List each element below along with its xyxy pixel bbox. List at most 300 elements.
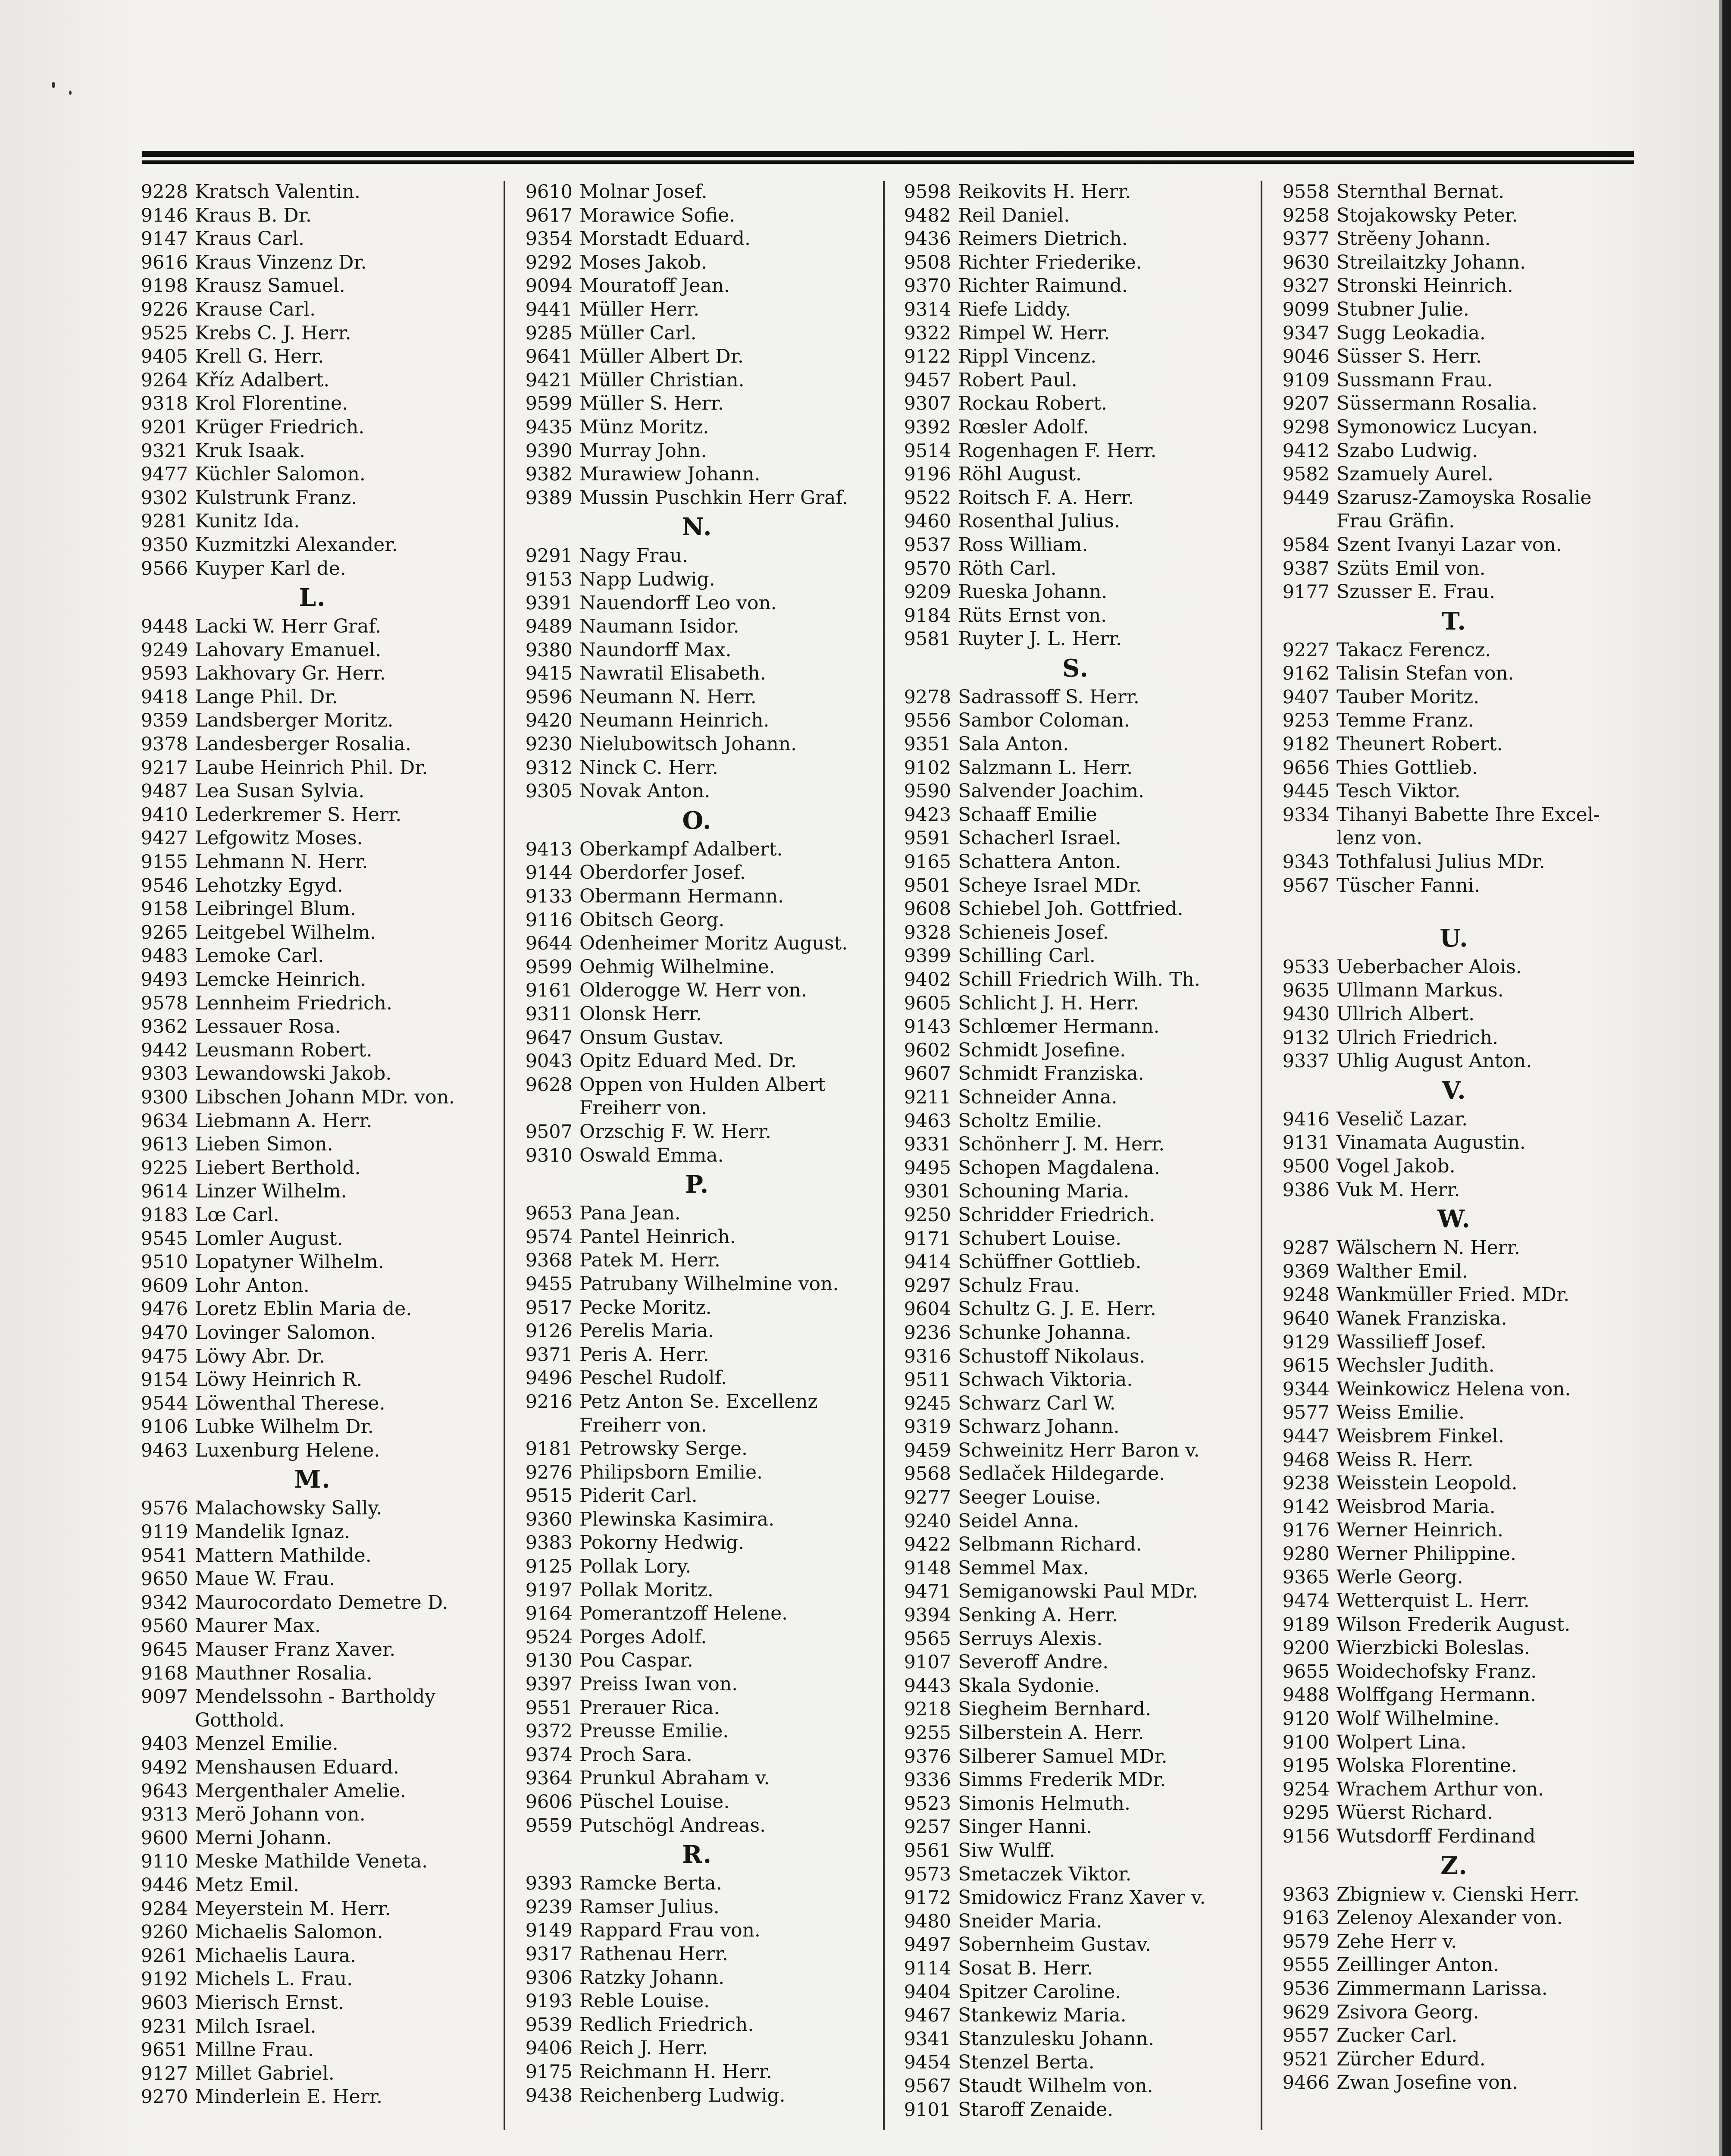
directory-entry <box>514 392 880 416</box>
directory-entry <box>129 369 496 392</box>
entry-number: 9300 <box>141 1086 188 1108</box>
entry-number: 9600 <box>141 1827 188 1849</box>
entry-name: Lederkremer S. Herr. <box>195 803 402 826</box>
entry-number: 9347 <box>1282 322 1330 344</box>
entry-name: Wrachem Arthur von. <box>1337 1778 1544 1800</box>
directory-entry <box>514 1966 880 1990</box>
entry-number: 9130 <box>525 1650 573 1672</box>
directory-entry <box>514 639 880 662</box>
directory-entry <box>514 1296 880 1320</box>
entry-name: Weiss R. Herr. <box>1337 1448 1474 1471</box>
entry-name: Meske Mathilde Veneta. <box>195 1850 428 1873</box>
directory-entry <box>129 204 496 228</box>
entry-number: 9132 <box>1282 1027 1330 1049</box>
section-letter-heading: P. <box>685 1170 710 1199</box>
directory-entry <box>1271 979 1637 1003</box>
directory-entry <box>129 2015 496 2039</box>
entry-name: Müller Carl. <box>579 322 697 344</box>
directory-entry <box>514 615 880 639</box>
directory-entry <box>129 1944 496 1968</box>
directory-entry <box>129 1109 496 1133</box>
entry-number: 9430 <box>1282 1003 1330 1025</box>
directory-entry <box>892 686 1259 709</box>
entry-number: 9327 <box>1282 275 1330 297</box>
entry-name: Uhlig August Anton. <box>1337 1050 1532 1072</box>
directory-entry <box>892 604 1259 628</box>
entry-name: Leusmann Robert. <box>195 1039 372 1061</box>
entry-number: 9560 <box>141 1615 188 1637</box>
entry-number: 9443 <box>904 1675 951 1697</box>
entry-name: Mendelssohn - Bartholdy <box>195 1686 436 1708</box>
directory-entry <box>129 1591 496 1615</box>
directory-entry <box>1271 1636 1637 1660</box>
entry-number: 9438 <box>525 2084 573 2106</box>
directory-entry <box>129 874 496 898</box>
entry-number: 9422 <box>904 1534 951 1556</box>
blank-line <box>1271 897 1637 921</box>
entry-name: Nauendorff Leo von. <box>579 592 777 614</box>
entry-name: Schneider Anna. <box>958 1086 1117 1108</box>
entry-name: Wolpert Lina. <box>1337 1731 1467 1753</box>
entry-name: Philipsborn Emilie. <box>579 1461 763 1483</box>
entry-name: Olonsk Herr. <box>579 1003 702 1025</box>
directory-entry <box>892 944 1259 968</box>
entry-number: 9189 <box>1282 1614 1330 1636</box>
directory-entry <box>129 1827 496 1850</box>
entry-name: Staroff Zenaide. <box>958 2098 1114 2121</box>
entry-number: 9109 <box>1282 369 1330 391</box>
entry-number: 9579 <box>1282 1930 1330 1952</box>
section-letter-heading: U. <box>1440 924 1469 953</box>
entry-name: Wolffgang Hermann. <box>1337 1684 1537 1706</box>
entry-name: Löwy Heinrich R. <box>195 1369 363 1391</box>
directory-entry <box>892 2028 1259 2051</box>
entry-number: 9578 <box>141 992 188 1014</box>
entry-number: 9101 <box>904 2099 951 2121</box>
directory-entry <box>1271 1283 1637 1307</box>
entry-number: 9306 <box>525 1967 573 1989</box>
entry-number: 9389 <box>525 487 573 509</box>
entry-number: 9331 <box>904 1134 951 1156</box>
entry-number: 9418 <box>141 686 188 708</box>
entry-name: Proch Sara. <box>579 1743 692 1766</box>
entry-number: 9521 <box>1282 2048 1330 2070</box>
entry-number: 9435 <box>525 416 573 438</box>
directory-entry <box>514 1919 880 1943</box>
entry-number: 9321 <box>141 440 188 462</box>
directory-entry <box>1271 1519 1637 1542</box>
directory-entry <box>514 2037 880 2060</box>
directory-entry <box>892 1510 1259 1533</box>
entry-name: Stronski Heinrich. <box>1337 275 1513 297</box>
entry-continuation <box>129 1709 496 1733</box>
entry-number: 9591 <box>904 827 951 849</box>
directory-entry <box>129 733 496 756</box>
page-edge-shadow <box>1719 0 1722 2156</box>
entry-number: 9382 <box>525 464 573 486</box>
entry-number: 9163 <box>1282 1907 1330 1929</box>
directory-entry <box>129 416 496 439</box>
entry-number: 9043 <box>525 1050 573 1072</box>
directory-entry <box>1271 803 1637 827</box>
directory-entry <box>129 639 496 662</box>
directory-entry <box>129 1756 496 1780</box>
entry-name: Luxenburg Helene. <box>195 1439 380 1461</box>
directory-entry <box>1271 251 1637 275</box>
entry-name: Weinkowicz Helena von. <box>1337 1378 1571 1400</box>
directory-entry <box>129 1544 496 1568</box>
directory-entry <box>892 557 1259 581</box>
entry-number: 9195 <box>1282 1755 1330 1777</box>
entry-name: Krell G. Herr. <box>195 345 324 368</box>
directory-entry <box>892 1486 1259 1510</box>
directory-entry <box>1271 756 1637 780</box>
entry-name: Schill Friedrich Wilh. Th. <box>958 968 1200 990</box>
entry-name: Schouning Maria. <box>958 1180 1130 1203</box>
directory-entry <box>514 1461 880 1485</box>
entry-name: Schmidt Franziska. <box>958 1062 1144 1085</box>
directory-entry <box>514 416 880 439</box>
entry-number: 9165 <box>904 851 951 873</box>
entry-name: Singer Hanni. <box>958 1816 1092 1838</box>
entry-name: Lohr Anton. <box>195 1274 310 1297</box>
directory-entry <box>514 979 880 1003</box>
directory-entry <box>129 1250 496 1274</box>
entry-number: 9629 <box>1282 2001 1330 2023</box>
entry-number: 9184 <box>904 605 951 627</box>
directory-entry <box>892 756 1259 780</box>
entry-number: 9468 <box>1282 1449 1330 1471</box>
directory-entry <box>129 1039 496 1062</box>
entry-number: 9260 <box>141 1921 188 1943</box>
entry-name: Linzer Wilhelm. <box>195 1180 347 1203</box>
entry-number: 9609 <box>141 1275 188 1297</box>
entry-name: Mandelik Ignaz. <box>195 1521 350 1543</box>
entry-name: Michels L. Frau. <box>195 1968 353 1990</box>
directory-entry <box>129 1015 496 1039</box>
directory-entry <box>514 1050 880 1073</box>
entry-number: 9397 <box>525 1673 573 1695</box>
entry-number: 9238 <box>1282 1473 1330 1495</box>
entry-number: 9602 <box>904 1039 951 1061</box>
directory-entry <box>514 486 880 510</box>
entry-name: Müller Albert Dr. <box>579 345 744 368</box>
entry-number: 9239 <box>525 1896 573 1918</box>
directory-entry <box>892 1133 1259 1156</box>
entry-name: Weisbrem Finkel. <box>1337 1425 1504 1447</box>
entry-number: 9153 <box>525 568 573 590</box>
directory-column-1 <box>129 180 496 2109</box>
directory-entry <box>1271 1401 1637 1425</box>
entry-number: 9608 <box>904 898 951 920</box>
entry-name: Obitsch Georg. <box>579 909 725 931</box>
directory-entry <box>129 803 496 827</box>
entry-name: Lacki W. Herr Graf. <box>195 615 381 638</box>
entry-name: Siw Wulff. <box>958 1839 1055 1861</box>
entry-name: Kraus Carl. <box>195 228 305 250</box>
entry-name: Sternthal Bernat. <box>1337 181 1505 203</box>
directory-entry <box>1271 1613 1637 1637</box>
entry-number: 9254 <box>1282 1778 1330 1800</box>
entry-number: 9533 <box>1282 956 1330 978</box>
entry-number: 9368 <box>525 1250 573 1272</box>
directory-entry <box>514 1366 880 1390</box>
entry-number: 9216 <box>525 1391 573 1413</box>
directory-entry <box>514 1673 880 1696</box>
entry-name: Zsivora Georg. <box>1337 2001 1479 2023</box>
entry-number: 9351 <box>904 733 951 755</box>
directory-entry <box>514 1649 880 1673</box>
entry-number: 9284 <box>141 1898 188 1920</box>
entry-name: Silberer Samuel MDr. <box>958 1745 1168 1767</box>
directory-entry <box>892 1815 1259 1839</box>
entry-name: Müller Christian. <box>579 369 745 391</box>
directory-entry <box>892 874 1259 898</box>
entry-name: Simms Frederik MDr. <box>958 1769 1166 1791</box>
entry-name: Landsberger Moritz. <box>195 709 394 732</box>
directory-entry <box>514 1814 880 1838</box>
directory-entry <box>892 1203 1259 1227</box>
entry-name: Oberdorfer Josef. <box>579 862 746 884</box>
directory-entry <box>1271 463 1637 486</box>
directory-entry <box>129 992 496 1015</box>
entry-number: 9253 <box>1282 710 1330 732</box>
entry-name: Lewandowski Jakob. <box>195 1062 392 1085</box>
entry-number: 9607 <box>904 1063 951 1085</box>
directory-entry <box>514 2060 880 2084</box>
entry-number: 9250 <box>904 1204 951 1226</box>
entry-name: Schiebel Joh. Gottfried. <box>958 898 1183 920</box>
entry-name: Wutsdorff Ferdinand <box>1337 1825 1536 1847</box>
entry-name: Thies Gottlieb. <box>1337 756 1478 779</box>
entry-number: 9406 <box>525 2037 573 2059</box>
entry-number: 9154 <box>141 1369 188 1391</box>
entry-number: 9567 <box>904 2075 951 2097</box>
entry-name: Napp Ludwig. <box>579 568 715 590</box>
directory-entry <box>892 1321 1259 1345</box>
entry-number: 9225 <box>141 1157 188 1179</box>
entry-name: Lovinger Salomon. <box>195 1321 376 1344</box>
directory-entry <box>892 510 1259 533</box>
entry-name: Müller S. Herr. <box>579 392 724 415</box>
directory-entry <box>514 838 880 862</box>
directory-entry <box>129 1991 496 2015</box>
entry-name: Salvender Joachim. <box>958 780 1145 802</box>
entry-name: Rimpel W. Herr. <box>958 322 1110 344</box>
entry-number: 9656 <box>1282 757 1330 779</box>
entry-number: 9175 <box>525 2061 573 2083</box>
entry-name: Rosenthal Julius. <box>958 510 1120 533</box>
directory-entry <box>129 1662 496 1686</box>
directory-entry <box>514 733 880 756</box>
entry-number: 9314 <box>904 298 951 320</box>
entry-number: 9147 <box>141 228 188 250</box>
entry-name: Schulz Frau. <box>958 1274 1080 1297</box>
entry-number: 9616 <box>141 251 188 273</box>
directory-entry <box>892 227 1259 251</box>
entry-name: Staudt Wilhelm von. <box>958 2075 1153 2097</box>
entry-name: Schwarz Carl W. <box>958 1392 1116 1414</box>
directory-entry <box>514 1225 880 1249</box>
entry-number: 9511 <box>904 1369 951 1391</box>
entry-number: 9230 <box>525 733 573 755</box>
directory-entry <box>129 1392 496 1416</box>
entry-number: 9176 <box>1282 1520 1330 1542</box>
entry-number: 9168 <box>141 1662 188 1684</box>
entry-name: Mauthner Rosalia. <box>195 1662 372 1684</box>
entry-number: 9131 <box>1282 1132 1330 1154</box>
directory-entry <box>892 709 1259 733</box>
entry-name: Putschögl Andreas. <box>579 1814 766 1836</box>
entry-number: 9510 <box>141 1251 188 1273</box>
directory-entry <box>514 780 880 803</box>
entry-name: Neumann Heinrich. <box>579 709 770 732</box>
directory-entry <box>129 557 496 581</box>
entry-number: 9281 <box>141 511 188 533</box>
directory-entry <box>1271 274 1637 298</box>
directory-entry <box>514 298 880 322</box>
entry-number: 9582 <box>1282 464 1330 486</box>
entry-name: Weisstein Leopold. <box>1337 1472 1518 1495</box>
directory-entry <box>514 1343 880 1367</box>
entry-number: 9576 <box>141 1498 188 1520</box>
entry-number: 9276 <box>525 1461 573 1483</box>
directory-entry <box>1271 709 1637 733</box>
entry-name: Pomerantzoff Helene. <box>579 1602 788 1625</box>
directory-entry <box>1271 874 1637 898</box>
entry-number: 9126 <box>525 1320 573 1342</box>
directory-entry <box>129 1439 496 1463</box>
entry-number: 9441 <box>525 298 573 320</box>
entry-number: 9399 <box>904 945 951 967</box>
entry-number: 9653 <box>525 1203 573 1225</box>
entry-number: 9231 <box>141 2015 188 2037</box>
entry-name: Reble Louise. <box>579 1990 710 2012</box>
entry-number: 9094 <box>525 275 573 297</box>
entry-name: Strĕeny Johann. <box>1337 228 1491 250</box>
directory-entry <box>1271 416 1637 439</box>
directory-entry <box>892 1674 1259 1698</box>
entry-name: Oswald Emma. <box>579 1144 724 1166</box>
entry-number: 9376 <box>904 1745 951 1767</box>
entry-name: Kulstrunk Franz. <box>195 486 357 509</box>
entry-name: Zucker Carl. <box>1337 2024 1458 2047</box>
directory-entry <box>514 1696 880 1720</box>
entry-name: Selbmann Richard. <box>958 1533 1142 1556</box>
entry-name: Morstadt Eduard. <box>579 228 751 250</box>
entry-number: 9227 <box>1282 639 1330 661</box>
entry-number: 9644 <box>525 933 573 955</box>
directory-entry <box>892 486 1259 510</box>
directory-entry <box>1271 1707 1637 1731</box>
entry-name: Küchler Salomon. <box>195 463 366 486</box>
directory-entry <box>129 1497 496 1520</box>
entry-number: 9545 <box>141 1228 188 1250</box>
directory-entry <box>1271 1660 1637 1684</box>
entry-number: 9127 <box>141 2062 188 2084</box>
directory-entry <box>1271 298 1637 322</box>
entry-name: Preusse Emilie. <box>579 1720 729 1742</box>
entry-name: Millne Frau. <box>195 2039 314 2061</box>
entry-name: lenz von. <box>1337 827 1423 849</box>
entry-number: 9515 <box>525 1485 573 1507</box>
entry-name: Mattern Mathilde. <box>195 1544 372 1567</box>
directory-entry <box>514 709 880 733</box>
entry-name: Richter Raimund. <box>958 275 1128 297</box>
entry-continuation <box>1271 827 1637 850</box>
entry-name: Prunkul Abraham v. <box>579 1767 770 1789</box>
entry-name: Metz Emil. <box>195 1874 299 1896</box>
entry-number: 9158 <box>141 898 188 920</box>
entry-number: 9343 <box>1282 851 1330 873</box>
directory-entry <box>1271 1825 1637 1849</box>
entry-name: Walther Emil. <box>1337 1260 1468 1282</box>
directory-entry <box>129 2062 496 2086</box>
entry-name: Ruyter J. L. Herr. <box>958 628 1122 650</box>
header-rule <box>142 151 1634 157</box>
entry-name: Vinamata Augustin. <box>1337 1131 1526 1154</box>
entry-number: 9143 <box>904 1016 951 1038</box>
entry-name: Püschel Louise. <box>579 1791 730 1813</box>
entry-name: Reil Daniel. <box>958 204 1070 226</box>
entry-number: 9245 <box>904 1392 951 1414</box>
directory-entry <box>1271 850 1637 874</box>
entry-name: Sussmann Frau. <box>1337 369 1493 391</box>
entry-name: Schattera Anton. <box>958 851 1121 873</box>
entry-number: 9155 <box>141 851 188 873</box>
entry-number: 9482 <box>904 204 951 226</box>
directory-entry <box>892 251 1259 275</box>
entry-name: Kuyper Karl de. <box>195 557 346 580</box>
directory-entry <box>129 1520 496 1544</box>
entry-number: 9421 <box>525 369 573 391</box>
entry-name: Stenzel Berta. <box>958 2051 1095 2074</box>
entry-number: 9181 <box>525 1438 573 1460</box>
entry-name: Szarusz-Zamoyska Rosalie <box>1337 486 1592 509</box>
entry-number: 9386 <box>1282 1179 1330 1201</box>
entry-number: 9557 <box>1282 2025 1330 2047</box>
entry-name: Kříz Adalbert. <box>195 369 330 391</box>
directory-entry <box>129 1086 496 1109</box>
entry-name: Mergenthaler Amelie. <box>195 1780 406 1802</box>
directory-entry <box>892 1274 1259 1298</box>
entry-name: Ueberbacher Alois. <box>1337 956 1522 978</box>
directory-entry <box>1271 1472 1637 1495</box>
entry-name: Vogel Jakob. <box>1337 1155 1456 1177</box>
directory-entry <box>1271 1778 1637 1802</box>
entry-name: Michaelis Laura. <box>195 1944 357 1967</box>
section-letter-heading: L. <box>299 583 326 612</box>
entry-name: Symonowicz Lucyan. <box>1337 416 1538 438</box>
directory-entry <box>129 463 496 486</box>
entry-name: Skala Sydonie. <box>958 1674 1100 1697</box>
entry-name: Moses Jakob. <box>579 251 707 273</box>
entry-number: 9377 <box>1282 228 1330 250</box>
entry-number: 9467 <box>904 2005 951 2027</box>
directory-entry <box>514 1579 880 1602</box>
directory-entry <box>892 1863 1259 1887</box>
entry-number: 9463 <box>904 1110 951 1132</box>
entry-number: 9544 <box>141 1392 188 1414</box>
entry-name: Tothfalusi Julius MDr. <box>1337 851 1545 873</box>
entry-number: 9372 <box>525 1720 573 1742</box>
section-letter-heading: N. <box>682 513 713 542</box>
directory-entry <box>1271 1260 1637 1284</box>
directory-entry <box>129 486 496 510</box>
entry-number: 9201 <box>141 416 188 438</box>
entry-number: 9577 <box>1282 1402 1330 1424</box>
directory-entry <box>892 827 1259 850</box>
